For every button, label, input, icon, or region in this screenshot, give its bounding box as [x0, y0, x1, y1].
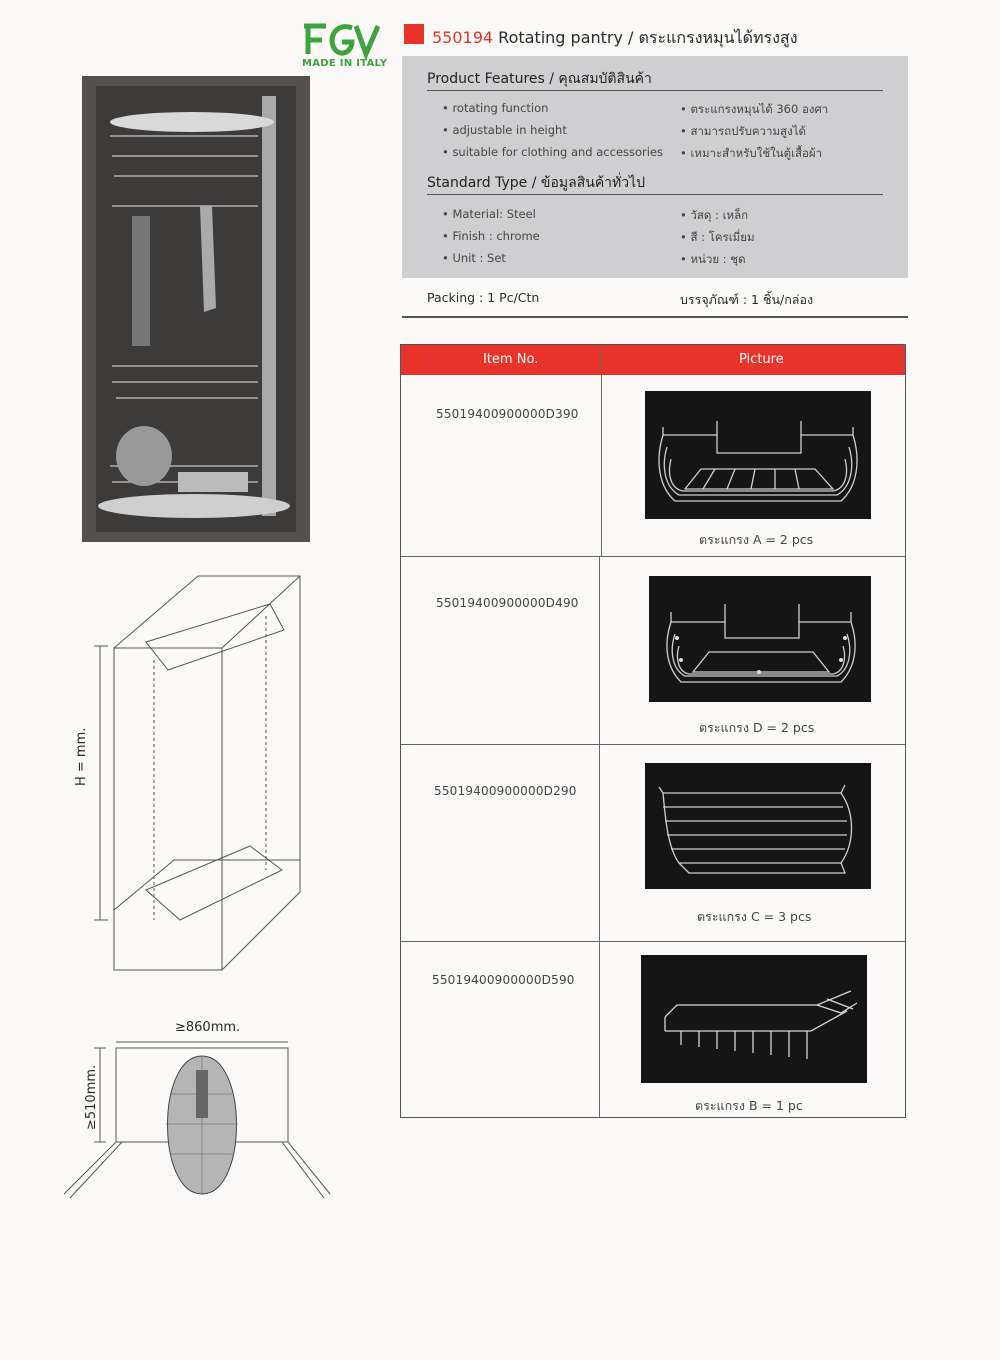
- feature-en-3: • suitable for clothing and accessories: [442, 145, 664, 159]
- packing-divider: [402, 316, 908, 318]
- packing-en: Packing : 1 Pc/Ctn: [427, 290, 540, 305]
- table-header: [401, 345, 905, 375]
- basket-a-picture: [645, 391, 871, 519]
- product-info-box: [402, 56, 908, 278]
- item-no-b: 55019400900000D590: [432, 973, 575, 987]
- cabinet-elevation-drawing: [70, 570, 320, 980]
- item-no-c: 55019400900000D290: [434, 784, 577, 798]
- col-picture: Picture: [739, 352, 784, 367]
- col-divider: [599, 557, 600, 1117]
- row-divider: [401, 744, 905, 745]
- caption-a: ตระแกรง A = 2 pcs: [699, 532, 814, 547]
- standard-en-2: • Finish : chrome: [442, 229, 540, 243]
- row-divider: [401, 941, 905, 942]
- cabinet-photo: [82, 76, 310, 542]
- fgv-logo: [300, 20, 382, 60]
- item-table: [400, 344, 906, 1118]
- col-divider: [601, 345, 602, 557]
- standard-th-3: • หน่วย : ชุด: [680, 252, 746, 266]
- item-no-d: 55019400900000D490: [436, 596, 579, 610]
- product-title: Rotating pantry / ตระแกรงหมุนได้ทรงสูง: [498, 28, 798, 47]
- item-no-a: 55019400900000D390: [436, 407, 579, 421]
- basket-d-icon: [649, 576, 871, 702]
- product-code: 550194: [432, 28, 494, 47]
- basket-c-picture: [645, 763, 871, 889]
- caption-c: ตระแกรง C = 3 pcs: [697, 909, 812, 924]
- basket-b-picture: [641, 955, 867, 1083]
- standard-divider: [427, 194, 883, 195]
- feature-en-2: • adjustable in height: [442, 123, 567, 137]
- packing-th: บรรจุภัณฑ์ : 1 ชิ้น/กล่อง: [680, 292, 814, 307]
- basket-b-icon: [641, 955, 867, 1083]
- features-heading: Product Features / คุณสมบัติสินค้า: [427, 71, 652, 87]
- width-label: ≥860mm.: [175, 1020, 241, 1035]
- page-title: [432, 26, 798, 51]
- feature-th-2: • สามารถปรับความสูงได้: [680, 124, 806, 138]
- col-item-no: Item No.: [483, 352, 539, 367]
- standard-heading: Standard Type / ข้อมูลสินค้าทั่วไป: [427, 175, 646, 191]
- wardrobe-illustration: [82, 76, 310, 542]
- standard-en-3: • Unit : Set: [442, 251, 506, 265]
- features-divider: [427, 90, 883, 91]
- title-marker: [404, 24, 424, 44]
- plan-view-drawing: [60, 1034, 350, 1204]
- caption-b: ตระแกรง B = 1 pc: [695, 1098, 803, 1113]
- caption-d: ตระแกรง D = 2 pcs: [699, 720, 815, 735]
- height-label: H = mm.: [74, 727, 89, 786]
- basket-d-picture: [649, 576, 871, 702]
- feature-en-1: • rotating function: [442, 101, 549, 115]
- feature-th-3: • เหมาะสำหรับใช้ในตู้เสื้อผ้า: [680, 146, 823, 160]
- depth-label: ≥510mm.: [84, 1064, 99, 1130]
- made-in-italy-label: MADE IN ITALY: [302, 58, 388, 69]
- standard-en-1: • Material: Steel: [442, 207, 536, 221]
- standard-th-2: • สี : โครเมี่ยม: [680, 230, 755, 244]
- standard-th-1: • วัสดุ : เหล็ก: [680, 208, 749, 222]
- row-divider: [401, 556, 905, 557]
- feature-th-1: • ตระแกรงหมุนได้ 360 องศา: [680, 102, 829, 116]
- basket-c-icon: [645, 763, 871, 889]
- basket-a-icon: [645, 391, 871, 519]
